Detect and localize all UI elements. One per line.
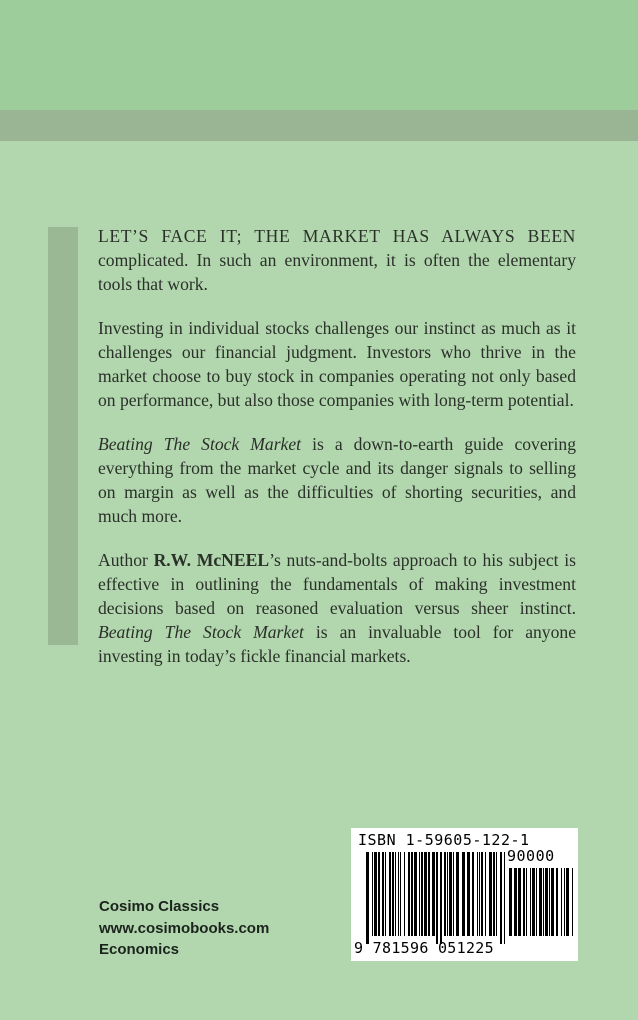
blurb-p3-text: is a down-to-earth guide covering everything from the market cycle and its danger signals to selling on margin as well as the difficulties of shorting securities, and much more. — [98, 434, 577, 526]
blurb-paragraph-4 — [98, 548, 576, 668]
blurb-paragraph-3 — [98, 432, 576, 528]
book-title: Beating The Stock Market — [98, 434, 302, 454]
author-name: R.W. McNEEL — [153, 550, 270, 570]
blurb-paragraph-2: Investing in individual stocks challenges our instinct as much as it challenges our financial judgment. Investors who thrive in the market choose to buy stock in companies operating not only based on performance, but also those companies with long-term potential. — [98, 318, 576, 410]
barcode-number: 9 781596 051225 — [354, 939, 494, 957]
back-cover-blurb — [98, 224, 576, 688]
blurb-lead-caps: LET’S FACE IT; THE MARKET HAS ALWAYS BEEN — [98, 226, 576, 246]
top-color-band — [0, 0, 638, 110]
isbn-text: ISBN 1-59605-122-1 — [358, 831, 530, 849]
publisher-info — [99, 896, 269, 961]
vertical-accent-bar — [48, 227, 78, 645]
publisher-website: www.cosimobooks.com — [99, 919, 270, 937]
isbn-barcode — [351, 828, 578, 961]
book-title: Beating The Stock Market — [98, 622, 304, 642]
book-category: Economics — [99, 941, 180, 958]
blurb-p1-text: complicated. In such an environment, it is often the elementary tools that work. — [98, 250, 576, 294]
publisher-name: Cosimo Classics — [99, 898, 220, 915]
blurb-paragraph-1 — [98, 224, 576, 296]
price-code: 90000 — [507, 847, 555, 865]
blurb-p4-text-c: is an invaluable tool for anyone investing in today’s fickle financial markets. — [98, 622, 577, 666]
horizontal-stripe — [0, 110, 638, 141]
blurb-p4-text-b: ’s nuts-and-bolts approach to his subject is effective in outlining the fundamentals of making investment decisions based on reasoned evaluation versus sheer instinct. — [98, 550, 576, 618]
blurb-p4-text-a: Author — [98, 550, 154, 570]
